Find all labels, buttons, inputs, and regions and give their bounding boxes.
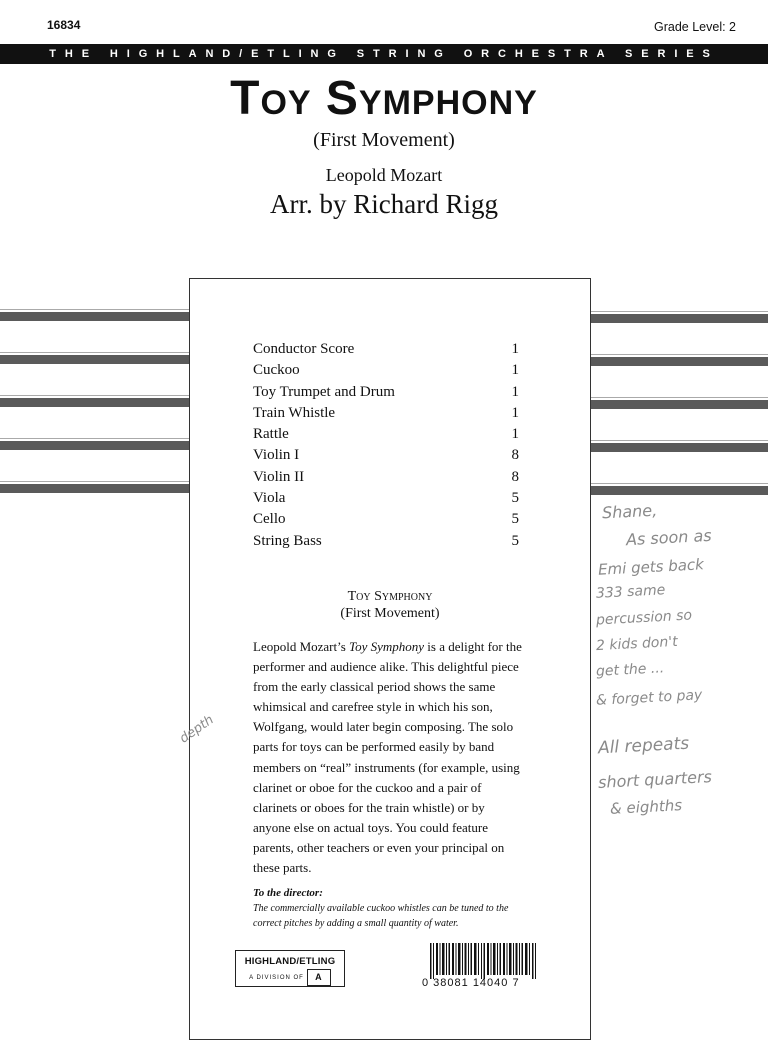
handwritten-line: Emi gets back (597, 555, 705, 579)
barcode-icon (430, 943, 540, 979)
staff-line-left (0, 484, 189, 493)
part-row (253, 424, 519, 445)
alfred-logo-icon (307, 969, 331, 986)
handwritten-line: percussion so (595, 607, 693, 629)
staff-line-left (0, 398, 189, 407)
part-name: Cello (253, 511, 286, 528)
program-note-heading (190, 588, 590, 622)
part-count: 8 (511, 468, 519, 485)
piece-title: Toy Symphony (230, 72, 538, 125)
staff-line-left (0, 441, 189, 450)
part-name: String Bass (253, 532, 322, 549)
handwritten-line: 2 kids don't (595, 633, 679, 655)
part-name: Conductor Score (253, 341, 355, 357)
catalog-number: 16834 (47, 18, 81, 32)
note-text-rest: is a delight for the performer and audience alike. This delightful piece from the early classical period shows the same whimsical and carefree style in which his son, Wolfgang, would later begin composing. The solo parts for toys can be performed easily by band members on “real” instruments (for example, using clarinet or oboe for the cuckoo and a pair of clarinets or oboes for the train whistle) or by anyone else on actual toys. You could feature parents, other teachers or even your principal on these parts. (253, 639, 522, 876)
program-note-text (253, 637, 525, 878)
program-note-subtitle: (First Movement) (340, 606, 440, 621)
grade-level: Grade Level: 2 (654, 20, 736, 34)
handwritten-line: & forget to pay (595, 687, 703, 709)
handwritten-line: 333 same (595, 582, 666, 602)
handwritten-line: Shane, (601, 500, 658, 523)
info-panel (189, 278, 591, 1040)
part-name: Rattle (253, 426, 289, 443)
part-row (253, 403, 519, 424)
part-count: 8 (511, 447, 519, 464)
part-count: 5 (511, 511, 519, 528)
part-row (253, 445, 519, 466)
movement-subtitle: (First Movement) (313, 129, 455, 151)
part-name: Violin I (253, 447, 300, 464)
handwritten-line: get the ... (595, 660, 665, 680)
series-band (0, 44, 768, 64)
part-name: Violin II (253, 468, 305, 485)
program-note-title: Toy Symphony (347, 589, 433, 604)
composer: Leopold Mozart (325, 165, 443, 185)
staff-line-right (591, 443, 768, 452)
handwritten-note (596, 500, 766, 830)
handwritten-margin-mark: depth (177, 712, 217, 747)
part-name: Train Whistle (253, 404, 336, 421)
arranger: Arr. by Richard Rigg (270, 189, 498, 219)
part-count: 1 (511, 404, 519, 421)
part-name: Viola (253, 490, 286, 507)
staff-line-right (591, 486, 768, 495)
handwritten-line: All repeats (597, 733, 690, 759)
barcode-number: 0 38081 14040 7 (422, 977, 520, 989)
part-count: 5 (511, 532, 519, 549)
staff-line-left (0, 312, 189, 321)
publisher-logo (235, 950, 345, 987)
part-name: Cuckoo (253, 362, 300, 379)
part-count: 5 (511, 490, 519, 507)
part-row (253, 509, 519, 530)
note-work-title: Toy Symphony (349, 639, 425, 654)
part-count: 1 (511, 426, 519, 443)
staff-line-left (0, 355, 189, 364)
publisher-division (236, 969, 344, 986)
parts-list (253, 339, 519, 552)
part-row (253, 531, 519, 552)
part-row (253, 360, 519, 381)
staff-line-right (591, 400, 768, 409)
director-heading: To the director: (253, 887, 323, 899)
part-count: 1 (511, 341, 519, 357)
series-name: THE HIGHLAND/ETLING STRING ORCHESTRA SERIES (49, 48, 719, 60)
part-count: 1 (511, 383, 519, 400)
director-note: The commercially available cuckoo whistles can be tuned to the correct pitches by adding a small quantity of water. (253, 903, 509, 929)
handwritten-line: & eighths (609, 796, 683, 818)
part-row (253, 467, 519, 488)
staff-line-right (591, 314, 768, 323)
handwritten-line: short quarters (597, 767, 713, 792)
part-row (253, 488, 519, 509)
publisher-name: HIGHLAND/ETLING (244, 956, 336, 967)
part-row (253, 339, 519, 360)
part-count: 1 (511, 362, 519, 379)
division-label: A DIVISION OF (249, 974, 304, 981)
note-text-start: Leopold Mozart’s (253, 639, 350, 654)
handwritten-line: As soon as (625, 525, 713, 550)
part-row (253, 382, 519, 403)
part-name: Toy Trumpet and Drum (253, 383, 395, 400)
staff-line-right (591, 357, 768, 366)
